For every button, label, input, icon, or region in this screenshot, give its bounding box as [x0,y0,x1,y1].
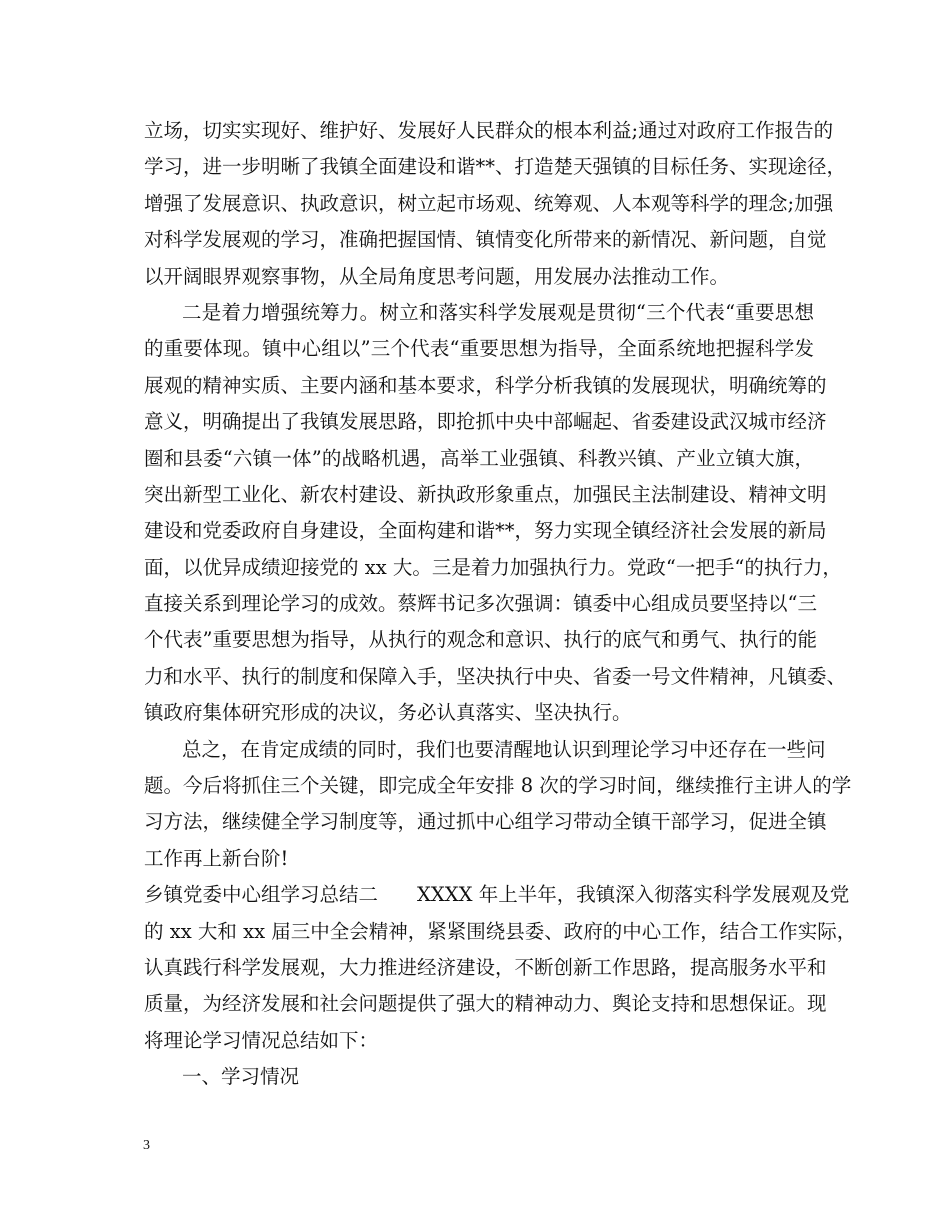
text-line: 立场，切实实现好、维护好、发展好人民群众的根本利益;通过对政府工作报告的 [144,119,834,142]
text-line: 以开阔眼界观察事物，从全局角度思考问题，用发展办法推动工作。 [144,264,730,288]
text-line: 习方法，继续健全学习制度等，通过抓中心组学习带动全镇干部学习，促进全镇 [144,810,827,834]
text-line: 乡镇党委中心组学习总结二 XXXX 年上半年，我镇深入彻落实科学发展观及党 [144,883,850,907]
text-line: 突出新型工业化、新农村建设、新执政形象重点，加强民主法制建设、精神文明 [144,482,827,506]
text-line: 的 xx 大和 xx 届三中全会精神，紧紧围绕县委、政府的中心工作，结合工作实际， [144,919,857,943]
document-body [144,113,857,1096]
text-line: 增强了发展意识、执政意识，树立起市场观、统筹观、人本观等科学的理念;加强 [144,191,834,215]
text-line: 二是着力增强统筹力。树立和落实科学发展观是贯彻“三个代表“重要思想 [182,300,814,324]
text-line: 力和水平、执行的制度和保障入手，坚决执行中央、省委一号文件精神，凡镇委、 [144,664,847,688]
text-line: 圈和县委“六镇一体”的战略机遇，高举工业强镇、科教兴镇、产业立镇大旗， [144,446,814,470]
text-line: 题。今后将抓住三个关键，即完成全年安排 8 次的学习时间，继续推行主讲人的学 [144,774,852,798]
text-line: 直接关系到理论学习的成效。蔡辉书记多次强调：镇委中心组成员要坚持以“三 [144,592,817,616]
text-line: 的重要体现。镇中心组以”三个代表“重要思想为指导，全面系统地把握科学发 [144,337,814,361]
text-line: 学习，进一步明晰了我镇全面建设和谐**、打造楚天强镇的目标任务、实现途径， [144,155,847,179]
text-line: 对科学发展观的学习，准确把握国情、镇情变化所带来的新情况、新问题，自觉 [144,228,827,252]
text-line: 将理论学习情况总结如下： [144,1028,379,1052]
text-line: 建设和党委政府自身建设，全面构建和谐**，努力实现全镇经济社会发展的新局 [144,519,827,543]
text-line: 质量，为经济发展和社会问题提供了强大的精神动力、舆论支持和思想保证。现 [144,992,827,1016]
text-line: 总之，在肯定成绩的同时，我们也要清醒地认识到理论学习中还存在一些问 [182,737,826,761]
text-line: 意义，明确提出了我镇发展思路，即抢抓中央中部崛起、省委建设武汉城市经济 [144,410,827,434]
text-line: 一、学习情况 [182,1065,300,1089]
page-number: 3 [143,1138,150,1153]
text-line: 认真践行科学发展观，大力推进经济建设，不断创新工作思路，提高服务水平和 [144,955,827,979]
text-line: 工作再上新台阶! [144,846,289,870]
text-line: 个代表”重要思想为指导，从执行的观念和意识、执行的底气和勇气、执行的能 [144,628,817,652]
text-line: 镇政府集体研究形成的决议，务必认真落实、坚决执行。 [144,701,632,725]
text-line: 展观的精神实质、主要内涵和基本要求，科学分析我镇的发展现状，明确统筹的 [144,373,827,397]
text-line: 面，以优异成绩迎接党的 xx 大。三是着力加强执行力。党政“一把手“的执行力， [144,555,842,579]
